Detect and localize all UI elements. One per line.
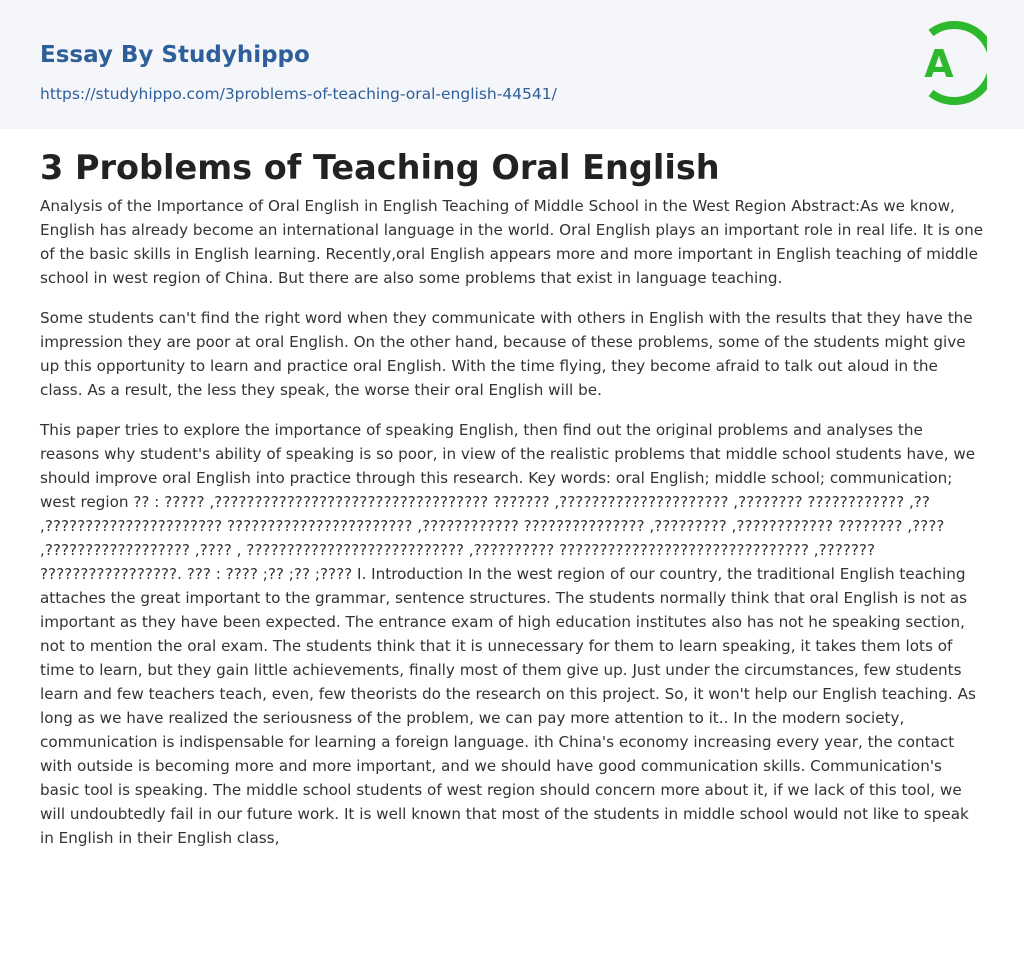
site-brand[interactable]: Essay By Studyhippo	[40, 42, 310, 68]
logo-letter: A	[924, 42, 954, 86]
article-paragraph: Analysis of the Importance of Oral English in English Teaching of Middle School in the West Region Abstract:As we know, English has already become an international language in the world. Oral English plays an important role in real life. It is one of the basic skills in English learning. Recently,oral English appears more and more important in English teaching of middle school in west region of China. But there are also some problems that exist in language teaching.	[40, 197, 984, 287]
site-header	[0, 0, 1024, 129]
page-url-link[interactable]: https://studyhippo.com/3problems-of-teaching-oral-english-44541/	[40, 85, 557, 103]
studyhippo-logo-icon[interactable]	[911, 19, 987, 107]
article-paragraph: Some students can't find the right word when they communicate with others in English with the results that they have the impression they are poor at oral English. On the other hand, because of these problems, some of the students might give up this opportunity to learn and practice oral English. With the time flying, they become afraid to talk out aloud in the class. As a result, the less they speak, the worse their oral English will be.	[40, 309, 973, 399]
article-body	[40, 194, 985, 866]
article-paragraph: This paper tries to explore the importance of speaking English, then find out the original problems and analyses the reasons why student's ability of speaking is so poor, in view of the realistic problems that middle school students have, we should improve oral English into practice through this research. Key words: oral English; middle school; communication; west region ?? : ????? ,?????????????????????????????????? ??????? ,????????????????????? ,???????? ???????????? ,?? ,?????????????????????? ??????????????????????? ,???????????? ??????????????? ,????????? ,???????????? ???????? ,???? ,?????????????????? ,???? , ??????????????????????????? ,?????????? ??????????????????????????????? ,??????? ?????????????????. ??? : ???? ;?? ;?? ;???? I. Introduction In the west region of our country, the traditional English teaching attaches the great important to the grammar, sentence structures. The students normally think that oral English is not as important as they have been expected. The entrance exam of high education institutes also has not he speaking section, not to mention the oral exam. The students think that it is unnecessary for them to learn speaking, it takes them lots of time to learn, but they gain little achievements, finally most of them give up. Just under the circumstances, few students learn and few teachers teach, even, few theorists do the research on this project. So, it won't help our English teaching. As long as we have realized the seriousness of the problem, we can pay more attention to it.. In the modern society, communication is indispensable for learning a foreign language. ith China's economy increasing every year, the contact with outside is becoming more and more important, and we should have good communication skills. Communication's basic tool is speaking. The middle school students of west region should concern more about it, if we lack of this tool, we will undoubtedly fail in our future work. It is well known that most of the students in middle school would not like to speak in English in their English class,	[40, 421, 976, 847]
article-title: 3 Problems of Teaching Oral English	[40, 148, 720, 187]
